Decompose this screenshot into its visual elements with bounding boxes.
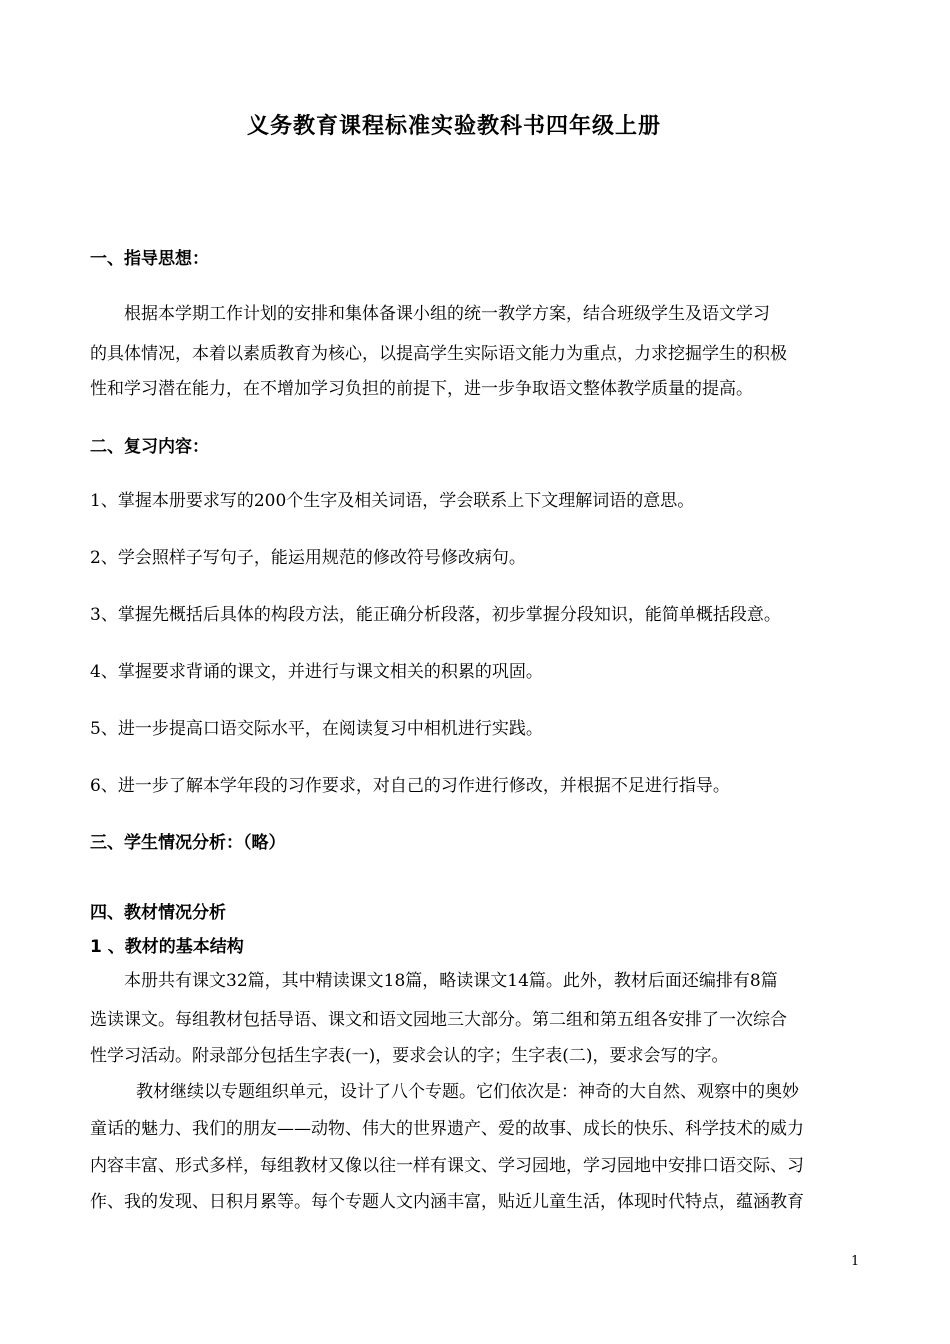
section-heading-textbook: 四、教材情况分析 <box>90 903 226 923</box>
document-title: 义务教育课程标准实验教科书四年级上册 <box>247 114 662 139</box>
review-item-5: 5、进一步提高口语交际水平，在阅读复习中相机进行实践。 <box>90 719 543 739</box>
subsection-heading: 1 、教材的基本结构 <box>90 937 244 957</box>
review-item-1: 1、掌握本册要求写的200个生字及相关词语，学会联系上下文理解词语的意思。 <box>90 491 695 511</box>
review-item-2: 2、学会照样子写句子，能运用规范的修改符号修改病句。 <box>90 548 526 568</box>
paragraph-line: 教材继续以专题组织单元，设计了八个专题。它们依次是：神奇的大自然、观察中的奥妙 <box>136 1082 799 1102</box>
paragraph-line: 内容丰富、形式多样，每组教材又像以往一样有课文、学习园地，学习园地中安排口语交际、习 <box>90 1156 804 1176</box>
section-heading-students: 三、学生情况分析：（略） <box>90 833 286 853</box>
paragraph-line: 根据本学期工作计划的安排和集体备课小组的统一教学方案，结合班级学生及语文学习 <box>124 304 770 324</box>
paragraph-line: 的具体情况，本着以素质教育为核心，以提高学生实际语文能力为重点，力求挖掘学生的积极 <box>90 344 787 364</box>
paragraph-line: 性学习活动。附录部分包括生字表(一)，要求会认的字；生字表(二)，要求会写的字。 <box>90 1046 729 1066</box>
paragraph-line: 本册共有课文32篇，其中精读课文18篇，略读课文14篇。此外，教材后面还编排有8篇 <box>124 971 778 991</box>
page-number: 1 <box>851 1254 860 1269</box>
review-item-3: 3、掌握先概括后具体的构段方法，能正确分析段落，初步掌握分段知识，能简单概括段意。 <box>90 605 781 625</box>
paragraph-line: 性和学习潜在能力，在不增加学习负担的前提下，进一步争取语文整体教学质量的提高。 <box>90 379 753 399</box>
section-heading-review: 二、复习内容： <box>90 437 209 457</box>
review-item-4: 4、掌握要求背诵的课文，并进行与课文相关的积累的巩固。 <box>90 662 543 682</box>
paragraph-line: 作、我的发现、日积月累等。每个专题人文内涵丰富，贴近儿童生活，体现时代特点，蕴涵教育 <box>90 1192 804 1212</box>
paragraph-line: 选读课文。每组教材包括导语、课文和语文园地三大部分。第二组和第五组各安排了一次综合 <box>90 1010 787 1030</box>
paragraph-line: 童话的魅力、我们的朋友——动物、伟大的世界遗产、爱的故事、成长的快乐、科学技术的威力 <box>90 1119 804 1139</box>
review-item-6: 6、进一步了解本学年段的习作要求，对自己的习作进行修改，并根据不足进行指导。 <box>90 776 730 796</box>
section-heading-guiding: 一、指导思想： <box>90 249 209 269</box>
